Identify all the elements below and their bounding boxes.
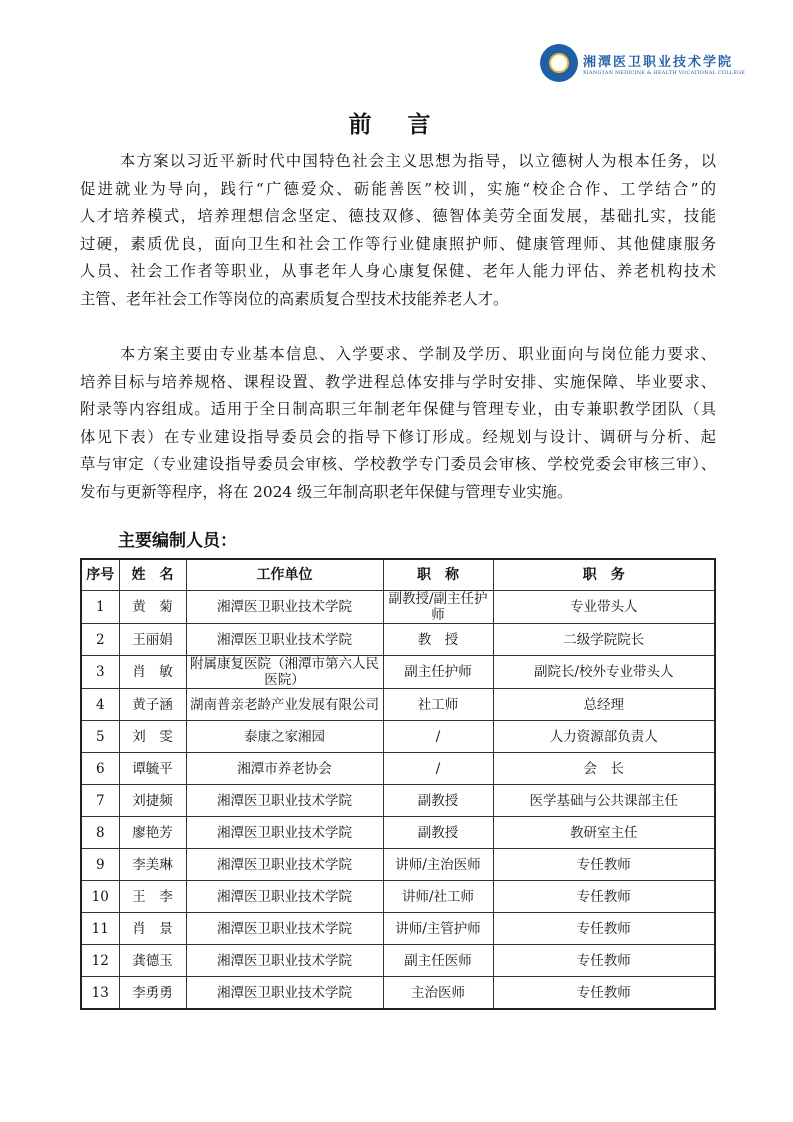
table-cell: 会 长 — [493, 753, 715, 785]
table-row — [81, 689, 715, 721]
logo-name-cn: 湘潭医卫职业技术学院 — [583, 54, 734, 70]
paragraph-2 — [80, 341, 716, 507]
table-cell: 4 — [81, 689, 119, 721]
table-cell: 医学基础与公共课部主任 — [493, 785, 715, 817]
table-cell: 湘潭医卫职业技术学院 — [186, 977, 383, 1010]
table-cell: 湘潭市养老协会 — [186, 753, 383, 785]
table-cell: 副教授/副主任护师 — [383, 591, 493, 624]
table-row — [81, 624, 715, 656]
table-cell: 泰康之家湘园 — [186, 721, 383, 753]
table-cell: 2 — [81, 624, 119, 656]
table-cell: 王丽娟 — [119, 624, 186, 656]
logo-name-en: XIANGTAN MEDICINE & HEALTH VOCATIONAL COLLEGE — [583, 69, 746, 76]
table-cell: 李美琳 — [119, 849, 186, 881]
table-cell: 教研室主任 — [493, 817, 715, 849]
table-cell: 王 李 — [119, 881, 186, 913]
table-cell: 副教授 — [383, 817, 493, 849]
table-cell: 6 — [81, 753, 119, 785]
table-row — [81, 753, 715, 785]
table-cell: 8 — [81, 817, 119, 849]
table-cell: / — [383, 721, 493, 753]
page-title: 前 言 — [348, 112, 445, 138]
table-cell: 9 — [81, 849, 119, 881]
table-row — [81, 945, 715, 977]
table-cell: 专任教师 — [493, 945, 715, 977]
table-cell: 肖 景 — [119, 913, 186, 945]
table-cell: 副院长/校外专业带头人 — [493, 656, 715, 689]
table-cell: 专任教师 — [493, 881, 715, 913]
table-cell: 副主任医师 — [383, 945, 493, 977]
table-cell: 湘潭医卫职业技术学院 — [186, 817, 383, 849]
table-cell: 讲师/社工师 — [383, 881, 493, 913]
table-cell: 龚德玉 — [119, 945, 186, 977]
staff-table — [80, 558, 716, 1010]
table-cell: 湘潭医卫职业技术学院 — [186, 913, 383, 945]
table-cell: 湘潭医卫职业技术学院 — [186, 849, 383, 881]
table-row — [81, 656, 715, 689]
table-row — [81, 913, 715, 945]
table-cell: 专业带头人 — [493, 591, 715, 624]
paragraph-1 — [80, 148, 716, 314]
table-cell: 黄 菊 — [119, 591, 186, 624]
column-header: 序号 — [81, 559, 119, 591]
table-cell: 刘 雯 — [119, 721, 186, 753]
table-cell: 湖南普亲老龄产业发展有限公司 — [186, 689, 383, 721]
table-cell: 专任教师 — [493, 913, 715, 945]
paragraph-line: 体见下表）在专业建设指导委员会的指导下修订形成。经规划与设计、调研与分析、起 — [80, 427, 716, 446]
table-cell: 刘捷频 — [119, 785, 186, 817]
column-header: 职 称 — [383, 559, 493, 591]
table-cell: 1 — [81, 591, 119, 624]
table-cell: 12 — [81, 945, 119, 977]
table-row — [81, 977, 715, 1010]
table-cell: 二级学院院长 — [493, 624, 715, 656]
paragraph-line: 附录等内容组成。适用于全日制高职三年制老年保健与管理专业，由专兼职教学团队（具 — [80, 400, 716, 419]
table-row — [81, 849, 715, 881]
paragraph-line: 培养目标与培养规格、课程设置、教学进程总体安排与学时安排、实施保障、毕业要求、 — [80, 372, 716, 391]
table-cell: 7 — [81, 785, 119, 817]
table-cell: 11 — [81, 913, 119, 945]
paragraph-line: 草与审定（专业建设指导委员会审核、学校教学专门委员会审核、学校党委会审核三审）、 — [80, 455, 716, 474]
table-cell: 13 — [81, 977, 119, 1010]
table-cell: 主治医师 — [383, 977, 493, 1010]
college-seal-icon — [540, 44, 578, 82]
table-row — [81, 817, 715, 849]
table-cell: 副主任护师 — [383, 656, 493, 689]
table-cell: 人力资源部负责人 — [493, 721, 715, 753]
table-row — [81, 881, 715, 913]
table-cell: 专任教师 — [493, 849, 715, 881]
table-cell: 总经理 — [493, 689, 715, 721]
table-cell: 肖 敏 — [119, 656, 186, 689]
table-cell: 湘潭医卫职业技术学院 — [186, 945, 383, 977]
table-cell: 讲师/主治医师 — [383, 849, 493, 881]
paragraph-line: 人员、社会工作者等职业，从事老年人身心康复保健、老年人能力评估、养老机构技术 — [80, 262, 716, 281]
table-cell: 廖艳芳 — [119, 817, 186, 849]
table-cell: 社工师 — [383, 689, 493, 721]
table-cell: 副教授 — [383, 785, 493, 817]
paragraph-line: 本方案主要由专业基本信息、入学要求、学制及学历、职业面向与岗位能力要求、 — [120, 345, 716, 363]
college-logo — [540, 44, 745, 82]
table-cell: 湘潭医卫职业技术学院 — [186, 881, 383, 913]
column-header: 工作单位 — [186, 559, 383, 591]
staff-heading: 主要编制人员： — [118, 531, 237, 551]
table-cell: 专任教师 — [493, 977, 715, 1010]
paragraph-line: 本方案以习近平新时代中国特色社会主义思想为指导，以立德树人为根本任务，以 — [120, 152, 716, 170]
column-header: 姓 名 — [119, 559, 186, 591]
table-cell: 湘潭医卫职业技术学院 — [186, 624, 383, 656]
table-header-row — [81, 559, 715, 591]
table-cell: 教 授 — [383, 624, 493, 656]
table-cell: 附属康复医院（湘潭市第六人民医院） — [186, 656, 383, 689]
table-cell: 李勇勇 — [119, 977, 186, 1010]
table-cell: 3 — [81, 656, 119, 689]
table-cell: 10 — [81, 881, 119, 913]
table-row — [81, 591, 715, 624]
table-cell: / — [383, 753, 493, 785]
table-row — [81, 721, 715, 753]
paragraph-line: 主管、老年社会工作等岗位的高素质复合型技术技能养老人才。 — [80, 289, 509, 308]
column-header: 职 务 — [493, 559, 715, 591]
table-cell: 黄子涵 — [119, 689, 186, 721]
paragraph-line: 发布与更新等程序，将在 2024 级三年制高职老年保健与管理专业实施。 — [80, 482, 573, 501]
paragraph-line: 人才培养模式，培养理想信念坚定、德技双修、德智体美劳全面发展，基础扎实，技能 — [80, 207, 716, 226]
paragraph-line: 过硬，素质优良，面向卫生和社会工作等行业健康照护师、健康管理师、其他健康服务 — [80, 234, 716, 253]
table-cell: 讲师/主管护师 — [383, 913, 493, 945]
table-cell: 5 — [81, 721, 119, 753]
table-cell: 谭毓平 — [119, 753, 186, 785]
table-row — [81, 785, 715, 817]
paragraph-line: 促进就业为导向，践行“广德爱众、砺能善医”校训，实施“校企合作、工学结合”的 — [80, 179, 716, 198]
table-cell: 湘潭医卫职业技术学院 — [186, 591, 383, 624]
table-cell: 湘潭医卫职业技术学院 — [186, 785, 383, 817]
